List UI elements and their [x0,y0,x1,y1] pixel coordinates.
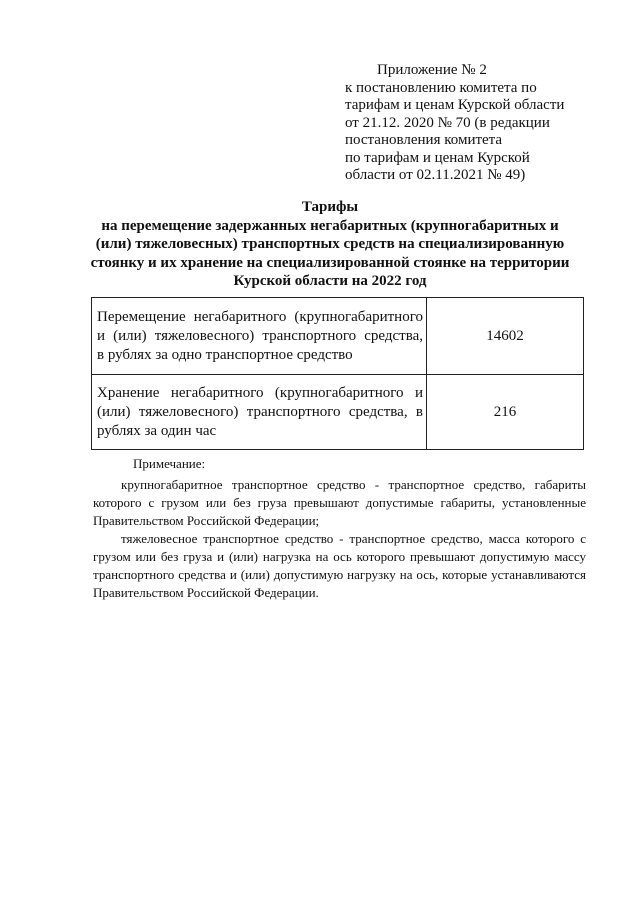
note-line: Правительством Российской Федерации. [93,585,319,600]
table-row [92,298,584,375]
table-row [92,375,584,450]
title-line: Курской области на 2022 год [233,273,427,289]
appendix-line: тарифам и ценам Курской области [345,97,565,113]
description-line: и (или) тяжеловесного) транспортного средства, [97,327,423,344]
appendix-line: постановления комитета [345,132,503,148]
title-line: стоянку и их хранение на специализированной стоянке на территории [90,254,570,271]
note-line: которого с грузом или без груза превышают допустимые габариты, установленные [93,495,586,510]
note-paragraph [93,530,586,602]
description-line: Хранение негабаритного (крупногабаритного и [97,384,423,401]
tariff-table [91,297,584,450]
note-line: транспортного средства и (или) допустимую нагрузку на ось, которые устанавливаются [93,567,586,582]
appendix-title: Приложение № 2 [377,62,487,78]
document-title [60,198,600,291]
description-line: рублях за один час [97,422,217,439]
appendix-line: от 21.12. 2020 № 70 (в редакции [345,114,550,131]
description-line: в рублях за одно транспортное средство [97,346,353,363]
appendix-line: по тарифам и ценам Курской [345,149,530,166]
title-line: (или) тяжеловесных) транспортных средств на специализированную [95,236,565,252]
note-paragraph [93,476,586,530]
appendix-line: к постановлению комитета по [345,79,537,96]
tariff-value-cell: 216 [427,375,584,450]
note-line: грузом или без груза и (или) нагрузка на ось которого превышают допустимую массу [93,549,586,564]
tariff-value-cell: 14602 [427,298,584,375]
tariff-description-cell [92,375,427,450]
title-line: на перемещение задержанных негабаритных (крупногабаритных и [101,217,559,234]
appendix-line: области от 02.11.2021 № 49) [345,167,526,183]
note-line: крупногабаритное транспортное средство - транспортное средство, габариты [121,477,586,492]
notes-section [93,455,586,602]
notes-heading: Примечание: [133,456,206,471]
description-line: (или) тяжеловесного) транспортного средства, в [97,403,423,420]
appendix-header [345,62,595,185]
title-line: Тарифы [301,199,359,215]
tariff-description-cell [92,298,427,375]
description-line: Перемещение негабаритного (крупногабаритного [97,308,423,325]
note-line: Правительством Российской Федерации; [93,513,320,528]
note-line: тяжеловесное транспортное средство - транспортное средство, масса которого с [121,531,586,546]
